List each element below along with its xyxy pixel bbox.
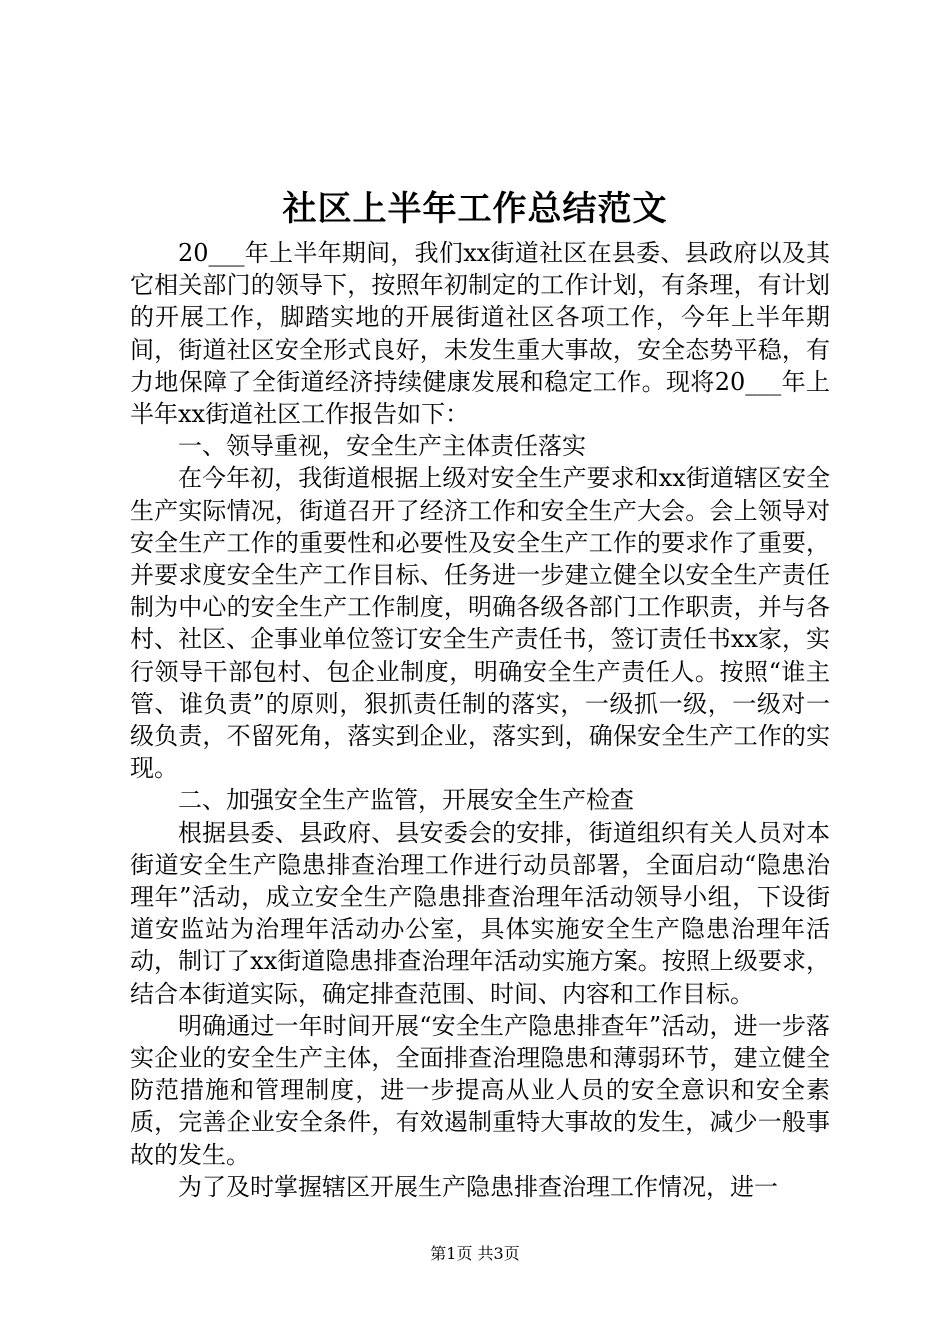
paragraph-intro: 20___年上半年期间，我们xx街道社区在县委、县政府以及其它相关部门的领导下，按照年初制定的工作计划，有条理，有计划的开展工作，脚踏实地的开展街道社区各项工作，今年上半年期间，街道社区安全形式良好，未发生重大事故，安全态势平稳，有力地保障了全街道经济持续健康发展和稳定工作。现将20___年上半年xx街道社区工作报告如下： bbox=[130, 239, 830, 429]
page-number-footer: 第1页 共3页 bbox=[430, 1244, 520, 1263]
paragraph-section-2b: 明确通过一年时间开展“安全生产隐患排查年”活动，进一步落实企业的安全生产主体，全面排查治理隐患和薄弱环节，建立健全防范措施和管理制度，进一步提高从业人员的安全意识和安全素质，完善企业安全条件，有效遏制重特大事故的发生，减少一般事故的发生。 bbox=[130, 1011, 830, 1169]
section-heading-2: 二、加强安全生产监管，开展安全生产检查 bbox=[178, 786, 634, 815]
section-heading-1: 一、领导重视，安全生产主体责任落实 bbox=[178, 432, 586, 461]
paragraph-section-2c: 为了及时掌握辖区开展生产隐患排查治理工作情况，进一 bbox=[178, 1172, 778, 1201]
document-title: 社区上半年工作总结范文 bbox=[282, 189, 668, 229]
paragraph-section-2a: 根据县委、县政府、县安委会的安排，街道组织有关人员对本街道安全生产隐患排查治理工作进行动员部署，全面启动“隐患治理年”活动，成立安全生产隐患排查治理年活动领导小组，下设街道安监站为治理年活动办公室，具体实施安全生产隐患治理年活动，制订了xx街道隐患排查治理年活动实施方案。按照上级要求，结合本街道实际，确定排查范围、时间、内容和工作目标。 bbox=[130, 818, 830, 1008]
paragraph-section-1: 在今年初，我街道根据上级对安全生产要求和xx街道辖区安全生产实际情况，街道召开了经济工作和安全生产大会。会上领导对安全生产工作的重要性和必要性及安全生产工作的要求作了重要，并要求度安全生产工作目标、任务进一步建立健全以安全生产责任制为中心的安全生产工作制度，明确各级各部门工作职责，并与各村、社区、企事业单位签订安全生产责任书，签订责任书xx家，实行领导干部包村、包企业制度，明确安全生产责任人。按照“谁主管、谁负责”的原则，狠抓责任制的落实，一级抓一级，一级对一级负责，不留死角，落实到企业，落实到，确保安全生产工作的实现。 bbox=[130, 464, 830, 783]
document-body bbox=[130, 237, 830, 1203]
